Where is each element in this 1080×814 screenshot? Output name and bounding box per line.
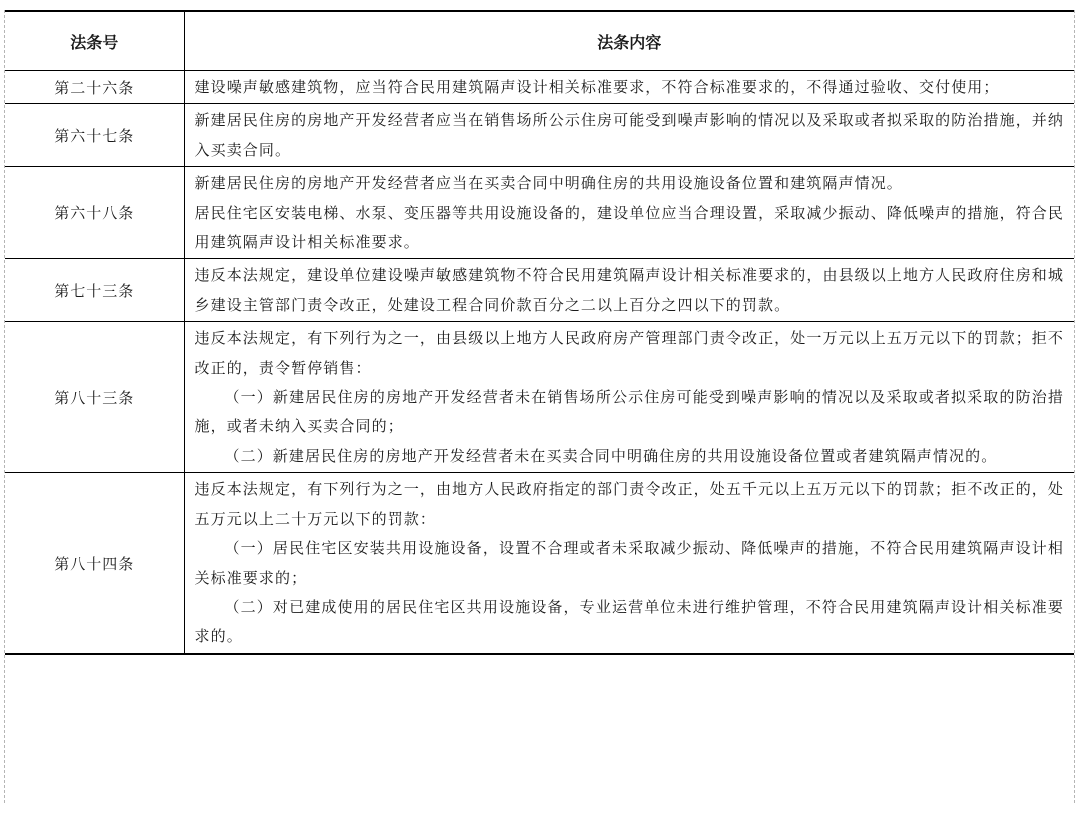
table-row	[5, 104, 1074, 167]
article-paragraph: 新建居民住房的房地产开发经营者应当在销售场所公示住房可能受到噪声影响的情况以及采取或者拟采取的防治措施，并纳入买卖合同。	[194, 111, 1064, 159]
law-articles-table	[5, 10, 1074, 655]
table-row	[5, 322, 1074, 473]
article-content	[184, 473, 1074, 654]
article-clause: （二）对已建成使用的居民住宅区共用设施设备，专业运营单位未进行维护管理，不符合民用建筑隔声设计相关标准要求的。	[194, 597, 1064, 646]
article-paragraph: 违反本法规定，有下列行为之一，由地方人民政府指定的部门责令改正，处五千元以上五万元以下的罚款；拒不改正的，处五万元以上二十万元以下的罚款：	[194, 480, 1064, 528]
article-number: 第八十三条	[5, 322, 184, 473]
table-row	[5, 71, 1074, 104]
table-row	[5, 473, 1074, 654]
article-content	[184, 167, 1074, 259]
article-clause: （二）新建居民住房的房地产开发经营者未在买卖合同中明确住房的共用设施设备位置或者建筑隔声情况的。	[224, 446, 998, 465]
table-row	[5, 167, 1074, 259]
article-number: 第二十六条	[5, 71, 184, 104]
article-clause: （一）新建居民住房的房地产开发经营者未在销售场所公示住房可能受到噪声影响的情况以及采取或者拟采取的防治措施，或者未纳入买卖合同的；	[194, 388, 1064, 436]
article-number: 第八十四条	[5, 473, 184, 654]
article-number: 第七十三条	[5, 259, 184, 322]
article-paragraph: 居民住宅区安装电梯、水泵、变压器等共用设施设备的，建设单位应当合理设置，采取减少振动、降低噪声的措施，符合民用建筑隔声设计相关标准要求。	[194, 203, 1064, 252]
article-paragraph: 新建居民住房的房地产开发经营者应当在买卖合同中明确住房的共用设施设备位置和建筑隔声情况。	[194, 174, 903, 193]
table-header-row	[5, 11, 1074, 71]
article-content	[184, 71, 1074, 104]
article-content	[184, 322, 1074, 473]
header-article-number: 法条号	[5, 11, 184, 71]
article-paragraph: 违反本法规定，有下列行为之一，由县级以上地方人民政府房产管理部门责令改正，处一万元以上五万元以下的罚款；拒不改正的，责令暂停销售：	[194, 329, 1064, 377]
article-paragraph: 违反本法规定，建设单位建设噪声敏感建筑物不符合民用建筑隔声设计相关标准要求的，由县级以上地方人民政府住房和城乡建设主管部门责令改正，处建设工程合同价款百分之二以上百分之四以下的罚款。	[194, 266, 1064, 314]
article-paragraph: 建设噪声敏感建筑物，应当符合民用建筑隔声设计相关标准要求，不符合标准要求的，不得通过验收、交付使用；	[194, 78, 1000, 96]
header-article-content: 法条内容	[184, 11, 1074, 71]
article-content	[184, 104, 1074, 167]
article-number: 第六十七条	[5, 104, 184, 167]
article-number: 第六十八条	[5, 167, 184, 259]
table-row	[5, 259, 1074, 322]
article-clause: （一）居民住宅区安装共用设施设备，设置不合理或者未采取减少振动、降低噪声的措施，不符合民用建筑隔声设计相关标准要求的；	[194, 539, 1064, 587]
article-content	[184, 259, 1074, 322]
